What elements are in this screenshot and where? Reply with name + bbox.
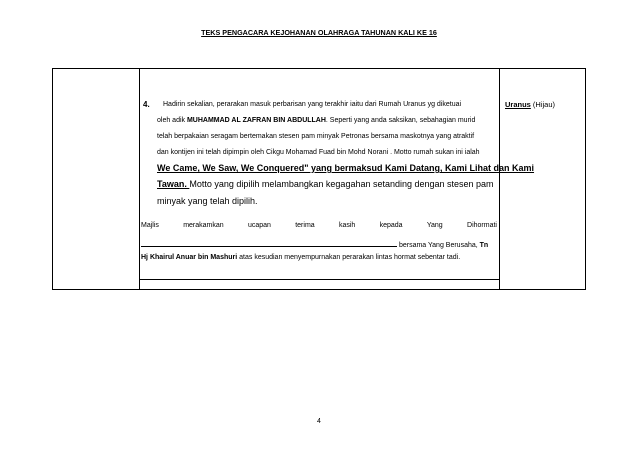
text: oleh adik bbox=[157, 117, 187, 124]
text: atas kesudian menyempurnakan perarakan lintas hormat sebentar tadi. bbox=[237, 254, 461, 261]
word: Yang bbox=[426, 222, 443, 229]
word: kasih bbox=[338, 222, 356, 229]
honorific: Tn bbox=[479, 242, 489, 249]
divider bbox=[140, 279, 499, 280]
house-label bbox=[505, 100, 555, 109]
motto-end: Tawan. bbox=[157, 179, 190, 189]
column-divider bbox=[139, 69, 140, 289]
word: Dihormati bbox=[467, 222, 497, 229]
para1-line1: Hadirin sekalian, perarakan masuk perbarisan yang terakhir iaitu dari Rumah Uranus yg diketuai bbox=[163, 101, 462, 108]
text: bersama Yang Berusaha, bbox=[398, 242, 480, 249]
column-divider bbox=[499, 69, 500, 289]
guest-name: Hj Khairul Anuar bin Mashuri bbox=[141, 254, 238, 261]
para1-line2 bbox=[157, 117, 475, 124]
item-number: 4. bbox=[143, 100, 150, 109]
motto-line: We Came, We Saw, We Conquered" yang bermaksud Kami Datang, Kami Lihat dan Kami bbox=[157, 163, 535, 173]
house-color: (Hijau) bbox=[530, 100, 556, 109]
word: terima bbox=[295, 222, 315, 229]
para2-line2 bbox=[141, 238, 488, 249]
para1-line3: telah berpakaian seragam bertemakan stesen pam minyak Petronas bersama maskotnya yang atraktif bbox=[157, 133, 475, 140]
text: . Seperti yang anda saksikan, sebahagian murid bbox=[325, 117, 476, 124]
script-table bbox=[52, 68, 586, 290]
page-number: 4 bbox=[317, 418, 321, 425]
leader-name: MUHAMMAD AL ZAFRAN BIN ABDULLAH bbox=[186, 117, 326, 124]
fill-in-blank bbox=[141, 238, 397, 247]
house-name: Uranus bbox=[505, 100, 531, 109]
word: ucapan bbox=[247, 222, 271, 229]
para2-line1 bbox=[141, 222, 497, 229]
para1-line4: dan kontijen ini telah dipimpin oleh Cikgu Mohamad Fuad bin Mohd Norani . Motto rumah sukan ini ialah bbox=[157, 149, 480, 156]
para2-line3 bbox=[141, 254, 460, 261]
para1-line7: minyak yang telah dipilih. bbox=[157, 196, 258, 206]
para1-line6 bbox=[157, 179, 494, 189]
document-title: TEKS PENGACARA KEJOHANAN OLAHRAGA TAHUNAN KALI KE 16 bbox=[201, 28, 437, 37]
word: merakamkan bbox=[183, 222, 224, 229]
text: Motto yang dipilih melambangkan kegagahan setanding dengan stesen pam bbox=[189, 179, 494, 189]
word: kepada bbox=[379, 222, 403, 229]
word: Majlis bbox=[141, 222, 159, 229]
